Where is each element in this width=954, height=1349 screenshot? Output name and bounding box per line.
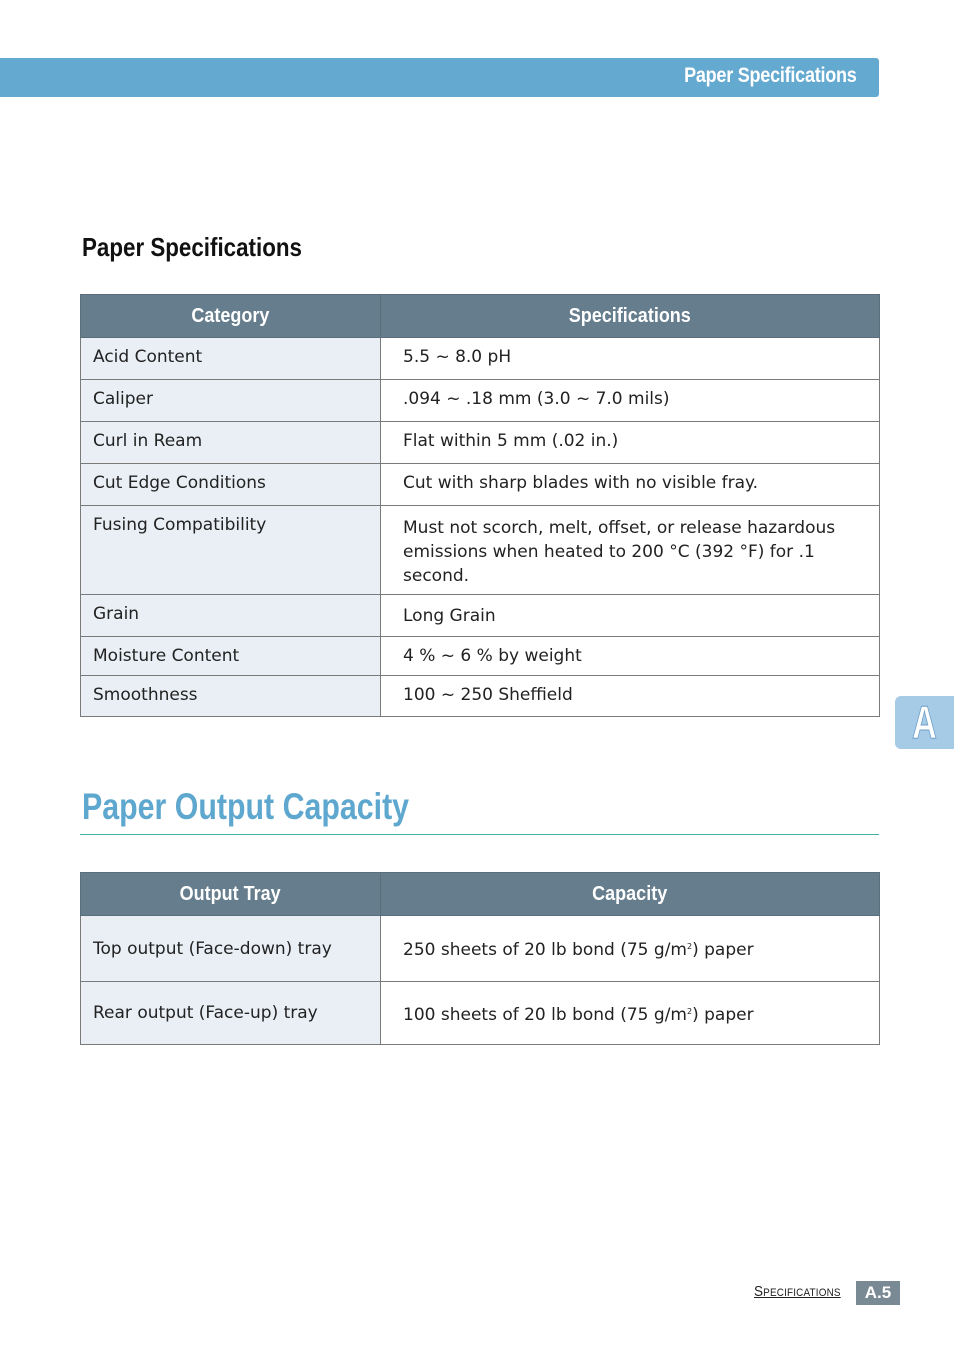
- category-cell: Moisture Content: [81, 637, 381, 676]
- spec-cell: Long Grain: [381, 595, 880, 637]
- table-header-row: [81, 873, 880, 916]
- table-row: [81, 637, 880, 676]
- table-row: [81, 506, 880, 595]
- spec-cell: Must not scorch, melt, offset, or release hazardous emissions when heated to 200 °C (392 °F) for .1 second.: [381, 506, 880, 595]
- table-header-row: [81, 295, 880, 338]
- category-cell: Curl in Ream: [81, 422, 381, 464]
- section-title: Paper Specifications: [82, 232, 302, 262]
- category-cell: Acid Content: [81, 338, 381, 380]
- capacity-cell: 100 sheets of 20 lb bond (75 $g/m^2$) paper: [381, 982, 880, 1045]
- appendix-tab: [895, 696, 954, 749]
- table-row: [81, 916, 880, 982]
- spec-cell: .094 ~ .18 mm (3.0 ~ 7.0 mils): [381, 380, 880, 422]
- table-row: [81, 595, 880, 637]
- table-row: [81, 422, 880, 464]
- title-rule: [80, 834, 879, 835]
- column-header-specifications: Specifications: [381, 295, 880, 338]
- header-band: [0, 58, 879, 97]
- output-capacity-table: [80, 872, 880, 1045]
- capacity-cell: 250 sheets of 20 lb bond (75 $g/m^2$) paper: [381, 916, 880, 982]
- header-title: Paper Specifications: [684, 64, 857, 87]
- category-cell: Fusing Compatibility: [81, 506, 381, 595]
- footer-section-label: Specifications: [754, 1283, 841, 1300]
- table-row: [81, 676, 880, 717]
- table-row: [81, 380, 880, 422]
- column-header-capacity: Capacity: [381, 873, 880, 916]
- category-cell: Smoothness: [81, 676, 381, 717]
- column-header-output-tray: Output Tray: [81, 873, 381, 916]
- footer-page-number: A.5: [856, 1281, 900, 1305]
- spec-cell: 5.5 ~ 8.0 pH: [381, 338, 880, 380]
- category-cell: Grain: [81, 595, 381, 637]
- column-header-category: Category: [81, 295, 381, 338]
- table-row: [81, 464, 880, 506]
- tray-cell: Top output (Face-down) tray: [81, 916, 381, 982]
- table-row: [81, 982, 880, 1045]
- spec-cell: Flat within 5 mm (.02 in.): [381, 422, 880, 464]
- table-row: [81, 338, 880, 380]
- category-cell: Caliper: [81, 380, 381, 422]
- tray-cell: Rear output (Face-up) tray: [81, 982, 381, 1045]
- category-cell: Cut Edge Conditions: [81, 464, 381, 506]
- spec-cell: Cut with sharp blades with no visible fray.: [381, 464, 880, 506]
- paper-spec-table: [80, 294, 880, 717]
- spec-cell: 4 % ~ 6 % by weight: [381, 637, 880, 676]
- output-capacity-title: Paper Output Capacity: [82, 786, 410, 827]
- spec-cell: 100 ~ 250 Sheffield: [381, 676, 880, 717]
- appendix-tab-letter: A: [912, 696, 937, 748]
